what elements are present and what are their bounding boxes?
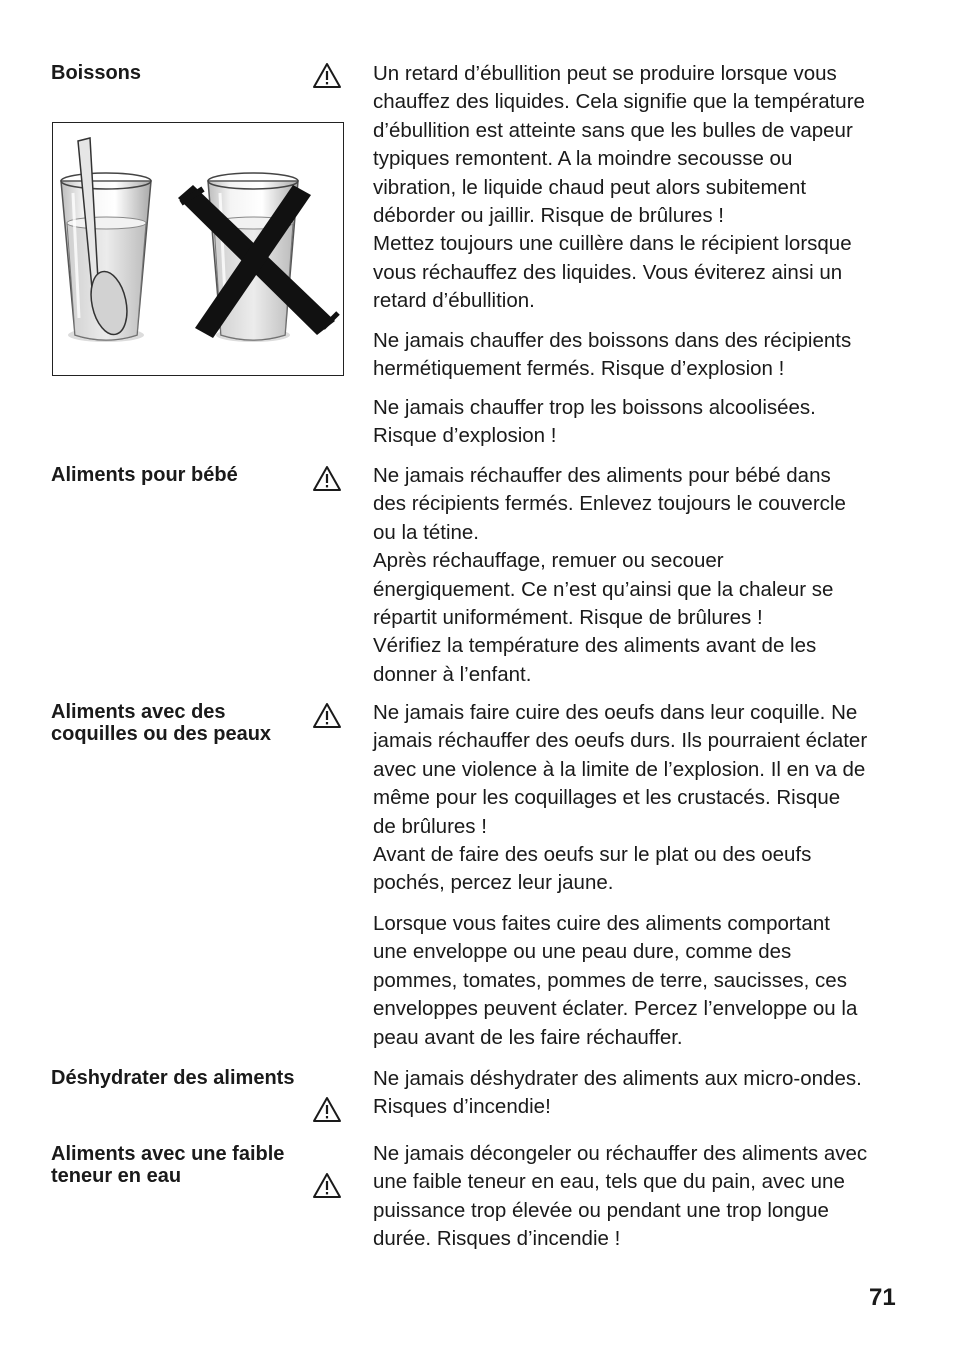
section-heading-deshydrater: Déshydrater des aliments	[51, 1067, 295, 1089]
coquilles-paragraph-2: Lorsque vous faites cuire des aliments comportant une enveloppe ou une peau dure, comme des pommes, tomates, pommes de terre, saucisses, ces enveloppes peuvent éclater. Percez l’enveloppe ou la peau avant de les faire réchauffer.	[373, 912, 858, 1049]
boissons-paragraph-2: Ne jamais chauffer des boissons dans des récipients hermétiquement fermés. Risque d’explosion !	[373, 329, 852, 381]
glass-with-spoon	[61, 138, 151, 342]
aliments-bebe-paragraph: Ne jamais réchauffer des aliments pour bébé dans des récipients fermés. Enlevez toujours le couvercle ou la tétine. Après réchauffage, remuer ou secouer énergiquement. Ce n’est qu’ainsi que la chaleur se répartit uniformément. Risque de brûlures ! Vérifiez la température des aliments avant de les donner à l’enfant.	[373, 464, 846, 686]
section-heading-boissons: Boissons	[51, 62, 142, 84]
warning-triangle-icon	[312, 62, 342, 89]
boissons-paragraph-3: Ne jamais chauffer trop les boissons alcoolisées. Risque d’explosion !	[373, 396, 816, 448]
faible-teneur-paragraph: Ne jamais décongeler ou réchauffer des aliments avec une faible teneur en eau, tels que du pain, avec une puissance trop élevée ou pendant une trop longue durée. Risques d’incendie !	[373, 1142, 868, 1251]
boissons-paragraph-1: Un retard d’ébullition peut se produire lorsque vous chauffez des liquides. Cela signifie que la température d’ébullition est atteinte sans que les bulles de vapeur typiques remontent. A la moindre secousse ou vibration, le liquide chaud peut alors subitement déborder ou jaillir. Risque de brûlures ! Mettez toujours une cuillère dans le récipient lorsque vous réchauffez des liquides. Vous éviterez ainsi un retard d’ébullition.	[373, 62, 865, 313]
glass-with-spoon-illustration	[52, 122, 344, 376]
warning-triangle-icon	[312, 465, 342, 492]
warning-triangle-icon	[312, 1096, 342, 1123]
section-heading-aliments-bebe: Aliments pour bébé	[51, 464, 238, 486]
page-number: 71	[869, 1284, 896, 1311]
warning-triangle-icon	[312, 702, 342, 729]
deshydrater-paragraph: Ne jamais déshydrater des aliments aux micro-ondes. Risques d’incendie!	[373, 1067, 862, 1119]
section-heading-faible-teneur-eau: Aliments avec une faible teneur en eau	[51, 1143, 285, 1187]
section-heading-coquilles-peaux: Aliments avec des coquilles ou des peaux	[51, 701, 272, 745]
coquilles-paragraph-1: Ne jamais faire cuire des oeufs dans leur coquille. Ne jamais réchauffer des oeufs durs. Ils pourraient éclater avec une violence à la limite de l’explosion. Il en va de même pour les coquillages et les crustacés. Risque de brûlures ! Avant de faire des oeufs sur le plat ou des oeufs pochés, percez leur jaune.	[373, 701, 868, 895]
warning-triangle-icon	[312, 1172, 342, 1199]
